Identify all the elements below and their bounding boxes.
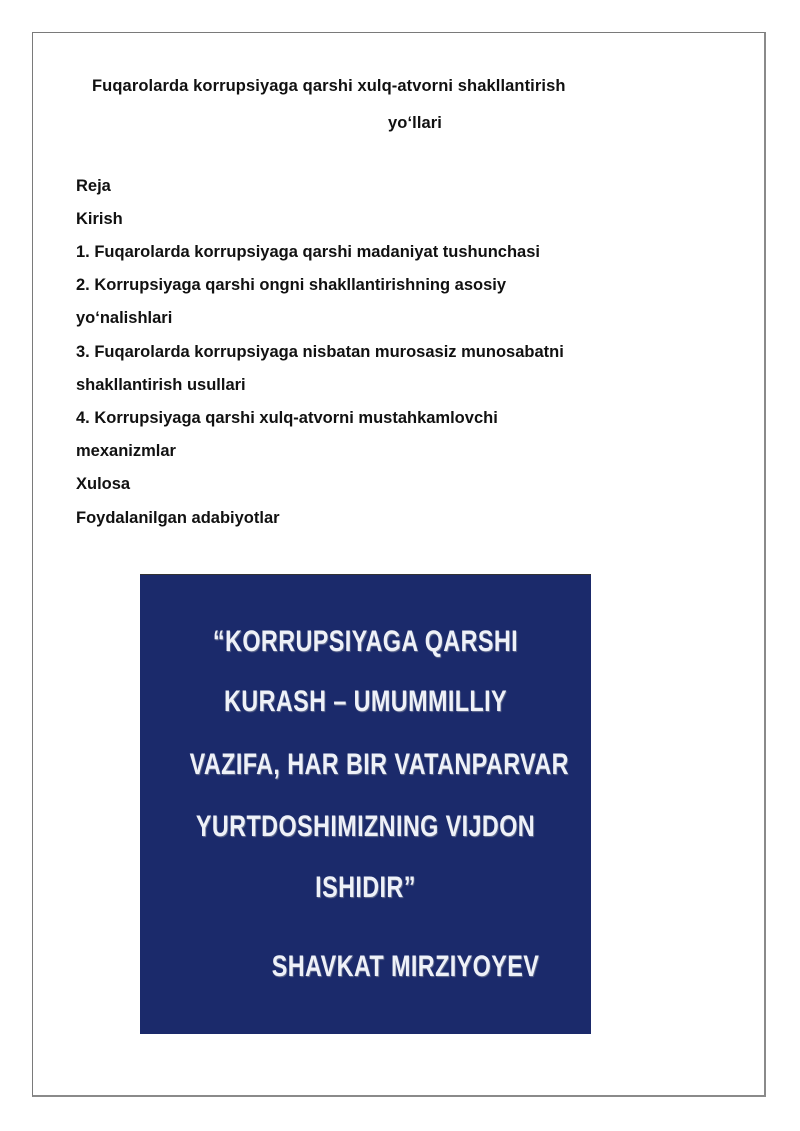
quote-line: ISHIDIR” [315, 871, 416, 904]
quote-line: KURASH – UMUMMILLIY [223, 685, 507, 718]
quote-line: VAZIFA, HAR BIR VATANPARVAR [189, 748, 569, 781]
outline-item: 3. Fuqarolarda korrupsiyaga nisbatan murosasiz munosabatni [76, 343, 564, 361]
outline-item: Xulosa [76, 475, 131, 493]
outline-item: 4. Korrupsiyaga qarshi xulq-atvorni mustahkamlovchi [76, 409, 498, 427]
outline-item: 2. Korrupsiyaga qarshi ongni shakllantirishning asosiy [76, 276, 507, 294]
outline-item: 1. Fuqarolarda korrupsiyaga qarshi madaniyat tushunchasi [76, 243, 540, 261]
document-title-line2: yo‘llari [388, 114, 442, 132]
quote-line: “KORRUPSIYAGA QARSHI [212, 625, 519, 658]
quote-line: YURTDOSHIMIZNING VIJDON [195, 810, 536, 843]
quote-image [140, 574, 591, 1034]
quote-author: SHAVKAT MIRZIYOYEV [271, 950, 540, 983]
document-title-line1: Fuqarolarda korrupsiyaga qarshi xulq-atvorni shakllantirish [92, 77, 566, 95]
outline-item: mexanizmlar [76, 442, 176, 460]
outline-heading: Reja [76, 177, 111, 195]
outline-item: shakllantirish usullari [76, 376, 246, 394]
outline-item: Foydalanilgan adabiyotlar [76, 509, 280, 527]
outline-item: Kirish [76, 210, 123, 228]
outline-item: yo‘nalishlari [76, 309, 173, 327]
